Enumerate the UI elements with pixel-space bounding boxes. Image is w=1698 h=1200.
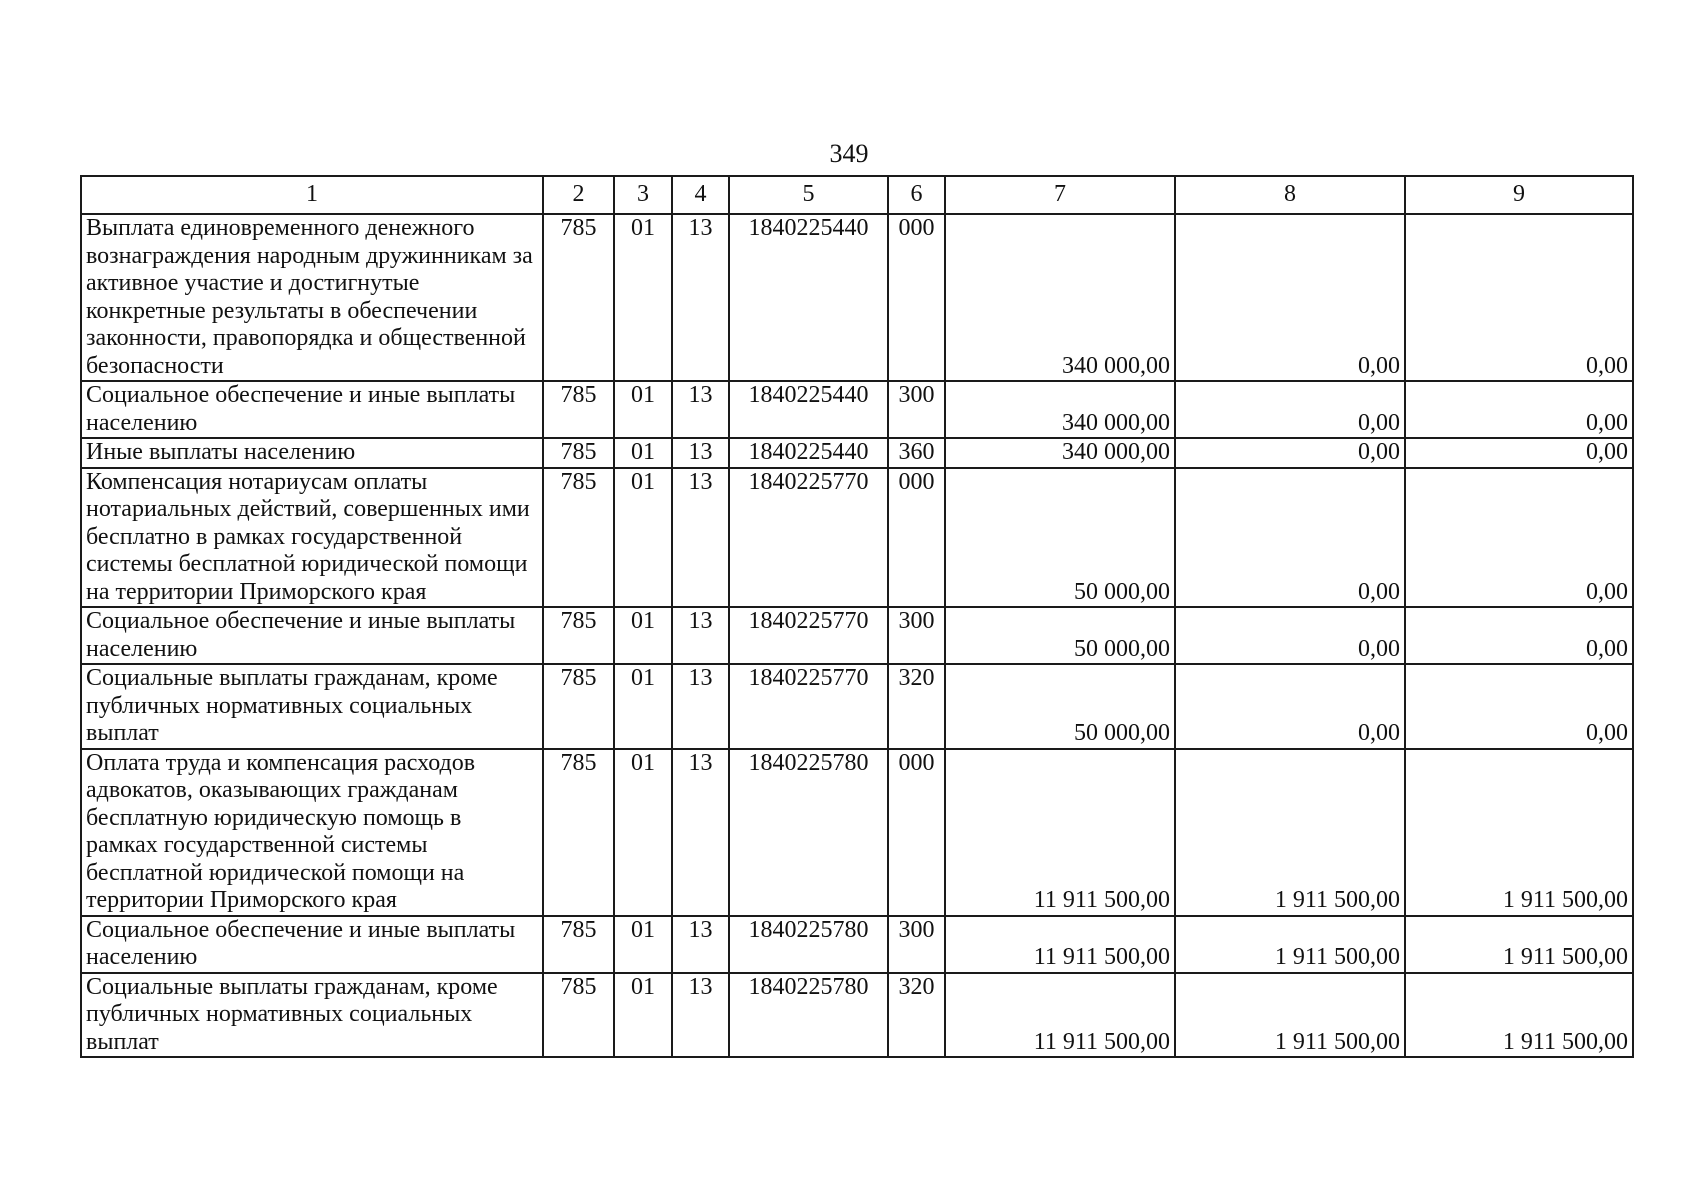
header-row bbox=[81, 176, 1633, 214]
page-number: 349 bbox=[829, 139, 869, 168]
row-name: Иные выплаты населению bbox=[81, 438, 543, 468]
row-amount-9: 0,00 bbox=[1405, 664, 1633, 749]
row-code-4: 13 bbox=[672, 214, 729, 381]
row-code-5: 1840225780 bbox=[729, 973, 888, 1058]
row-amount-9: 0,00 bbox=[1405, 468, 1633, 608]
row-code-4: 13 bbox=[672, 438, 729, 468]
row-code-4: 13 bbox=[672, 749, 729, 916]
row-amount-9: 0,00 bbox=[1405, 381, 1633, 438]
row-name: Оплата труда и компенсация расходов адвокатов, оказывающих гражданам бесплатную юридическую помощь в рамках государственной системы бесплатной юридической помощи на территории Приморского края bbox=[81, 749, 543, 916]
row-amount-8: 0,00 bbox=[1175, 607, 1405, 664]
row-code-3: 01 bbox=[614, 214, 672, 381]
table-row bbox=[81, 916, 1633, 973]
row-code-6: 000 bbox=[888, 468, 945, 608]
row-amount-7: 50 000,00 bbox=[945, 664, 1175, 749]
row-amount-7: 50 000,00 bbox=[945, 607, 1175, 664]
row-code-4: 13 bbox=[672, 381, 729, 438]
row-code-3: 01 bbox=[614, 607, 672, 664]
row-code-6: 000 bbox=[888, 749, 945, 916]
column-header: 9 bbox=[1405, 176, 1633, 214]
row-code-6: 000 bbox=[888, 214, 945, 381]
row-amount-8: 1 911 500,00 bbox=[1175, 973, 1405, 1058]
row-code-5: 1840225770 bbox=[729, 664, 888, 749]
row-name: Социальное обеспечение и иные выплаты населению bbox=[81, 916, 543, 973]
row-code-2: 785 bbox=[543, 664, 614, 749]
row-code-5: 1840225440 bbox=[729, 214, 888, 381]
table-row bbox=[81, 973, 1633, 1058]
row-code-5: 1840225770 bbox=[729, 468, 888, 608]
table-row bbox=[81, 438, 1633, 468]
row-amount-7: 11 911 500,00 bbox=[945, 749, 1175, 916]
row-amount-9: 0,00 bbox=[1405, 214, 1633, 381]
row-amount-7: 340 000,00 bbox=[945, 214, 1175, 381]
table-row bbox=[81, 664, 1633, 749]
row-code-6: 320 bbox=[888, 664, 945, 749]
row-code-5: 1840225780 bbox=[729, 749, 888, 916]
row-code-6: 320 bbox=[888, 973, 945, 1058]
row-code-2: 785 bbox=[543, 916, 614, 973]
column-header: 5 bbox=[729, 176, 888, 214]
row-code-3: 01 bbox=[614, 468, 672, 608]
row-code-3: 01 bbox=[614, 438, 672, 468]
row-name: Социальные выплаты гражданам, кроме публичных нормативных социальных выплат bbox=[81, 973, 543, 1058]
row-amount-8: 0,00 bbox=[1175, 438, 1405, 468]
row-code-6: 300 bbox=[888, 607, 945, 664]
column-header: 7 bbox=[945, 176, 1175, 214]
column-header: 3 bbox=[614, 176, 672, 214]
row-amount-7: 340 000,00 bbox=[945, 381, 1175, 438]
row-code-4: 13 bbox=[672, 916, 729, 973]
row-amount-8: 0,00 bbox=[1175, 468, 1405, 608]
row-code-2: 785 bbox=[543, 749, 614, 916]
row-code-4: 13 bbox=[672, 973, 729, 1058]
row-code-3: 01 bbox=[614, 916, 672, 973]
row-code-2: 785 bbox=[543, 468, 614, 608]
row-code-2: 785 bbox=[543, 438, 614, 468]
table-row bbox=[81, 381, 1633, 438]
row-code-2: 785 bbox=[543, 381, 614, 438]
table-row bbox=[81, 749, 1633, 916]
row-amount-7: 11 911 500,00 bbox=[945, 916, 1175, 973]
row-code-3: 01 bbox=[614, 973, 672, 1058]
row-code-6: 300 bbox=[888, 381, 945, 438]
row-code-5: 1840225440 bbox=[729, 381, 888, 438]
row-code-4: 13 bbox=[672, 607, 729, 664]
row-amount-7: 340 000,00 bbox=[945, 438, 1175, 468]
row-code-2: 785 bbox=[543, 607, 614, 664]
row-amount-8: 1 911 500,00 bbox=[1175, 749, 1405, 916]
budget-table bbox=[80, 175, 1634, 1058]
row-amount-7: 50 000,00 bbox=[945, 468, 1175, 608]
row-amount-8: 0,00 bbox=[1175, 664, 1405, 749]
row-amount-8: 0,00 bbox=[1175, 381, 1405, 438]
table-row bbox=[81, 468, 1633, 608]
column-header: 2 bbox=[543, 176, 614, 214]
column-header: 8 bbox=[1175, 176, 1405, 214]
row-amount-9: 0,00 bbox=[1405, 607, 1633, 664]
row-amount-9: 1 911 500,00 bbox=[1405, 973, 1633, 1058]
row-name: Компенсация нотариусам оплаты нотариальных действий, совершенных ими бесплатно в рамках государственной системы бесплатной юридической помощи на территории Приморского края bbox=[81, 468, 543, 608]
row-code-6: 300 bbox=[888, 916, 945, 973]
row-name: Социальное обеспечение и иные выплаты населению bbox=[81, 381, 543, 438]
row-amount-9: 1 911 500,00 bbox=[1405, 749, 1633, 916]
row-name: Социальные выплаты гражданам, кроме публичных нормативных социальных выплат bbox=[81, 664, 543, 749]
row-name: Социальное обеспечение и иные выплаты населению bbox=[81, 607, 543, 664]
row-code-4: 13 bbox=[672, 664, 729, 749]
column-header: 6 bbox=[888, 176, 945, 214]
table-row bbox=[81, 607, 1633, 664]
row-code-2: 785 bbox=[543, 214, 614, 381]
table-row bbox=[81, 214, 1633, 381]
row-code-5: 1840225770 bbox=[729, 607, 888, 664]
row-code-5: 1840225780 bbox=[729, 916, 888, 973]
row-code-3: 01 bbox=[614, 664, 672, 749]
row-amount-8: 1 911 500,00 bbox=[1175, 916, 1405, 973]
row-code-5: 1840225440 bbox=[729, 438, 888, 468]
row-amount-8: 0,00 bbox=[1175, 214, 1405, 381]
row-amount-7: 11 911 500,00 bbox=[945, 973, 1175, 1058]
column-header: 4 bbox=[672, 176, 729, 214]
column-header: 1 bbox=[81, 176, 543, 214]
row-amount-9: 0,00 bbox=[1405, 438, 1633, 468]
row-code-4: 13 bbox=[672, 468, 729, 608]
row-code-2: 785 bbox=[543, 973, 614, 1058]
row-amount-9: 1 911 500,00 bbox=[1405, 916, 1633, 973]
row-code-6: 360 bbox=[888, 438, 945, 468]
row-code-3: 01 bbox=[614, 749, 672, 916]
row-name: Выплата единовременного денежного вознаграждения народным дружинникам за активное участие и достигнутые конкретные результаты в обеспечении законности, правопорядка и общественной безопасности bbox=[81, 214, 543, 381]
row-code-3: 01 bbox=[614, 381, 672, 438]
